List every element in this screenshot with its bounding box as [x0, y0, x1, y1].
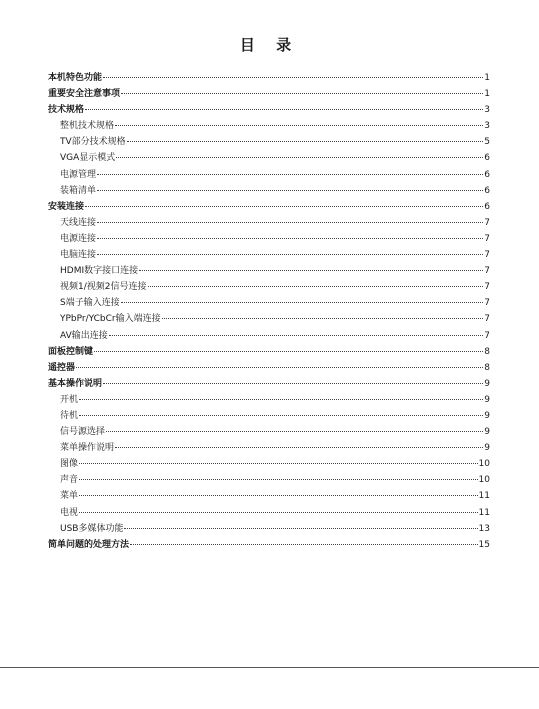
toc-page-number: 11 [478, 491, 490, 502]
toc-subsection-entry [48, 424, 490, 440]
toc-entry-label: 重要安全注意事项 [48, 89, 121, 100]
footer-rule [0, 667, 539, 668]
toc-entry-label: AV输出连接 [60, 330, 108, 341]
toc-page-number: 7 [484, 298, 490, 309]
toc-subsection-entry [48, 183, 490, 199]
toc-section-entry [48, 199, 490, 215]
toc-dot-leader [76, 367, 483, 368]
toc-dot-leader [109, 335, 484, 336]
toc-subsection-entry [48, 328, 490, 344]
toc-dot-leader [103, 77, 483, 78]
toc-dot-leader [97, 174, 483, 175]
toc-page-number: 5 [484, 137, 490, 148]
toc-subsection-entry [48, 263, 490, 279]
toc-dot-leader [97, 254, 483, 255]
toc-dot-leader [121, 93, 483, 94]
toc-dot-leader [121, 302, 484, 303]
toc-page-number: 1 [484, 73, 490, 83]
toc-entry-label: 技术规格 [48, 105, 85, 116]
toc-dot-leader [127, 141, 484, 142]
toc-entry-label: 电脑连接 [60, 250, 97, 261]
toc-entry-label: 本机特色功能 [48, 73, 103, 83]
toc-page-number: 3 [484, 121, 490, 132]
toc-page-number: 7 [484, 330, 490, 341]
toc-entry-label: 天线连接 [60, 217, 97, 228]
toc-page-number: 7 [484, 314, 490, 325]
toc-dot-leader [97, 222, 483, 223]
toc-section-entry [48, 86, 490, 102]
toc-section-entry [48, 70, 490, 86]
toc-page-number: 9 [484, 394, 490, 405]
toc-entry-label: 装箱清单 [60, 185, 97, 196]
toc-page-number: 13 [478, 523, 490, 534]
toc-dot-leader [116, 157, 483, 158]
toc-entry-label: 简单问题的处理方法 [48, 539, 130, 550]
toc-entry-label: HDMI数字接口连接 [60, 266, 139, 277]
toc-entry-label: 遥控器 [48, 362, 76, 373]
toc-dot-leader [115, 125, 483, 126]
toc-subsection-entry [48, 279, 490, 295]
toc-entry-label: YPbPr/YCbCr输入端连接 [60, 314, 161, 325]
toc-page-number: 9 [484, 443, 490, 454]
toc-subsection-entry [48, 505, 490, 521]
toc-dot-leader [79, 479, 478, 480]
toc-section-entry [48, 360, 490, 376]
toc-subsection-entry [48, 521, 490, 537]
toc-dot-leader [79, 512, 478, 513]
toc-entry-label: 面板控制键 [48, 346, 94, 357]
toc-page-number: 1 [484, 89, 490, 100]
toc-entry-label: 信号源选择 [60, 427, 106, 438]
toc-entry-label: 整机技术规格 [60, 121, 115, 132]
toc-entry-label: 视频1/视频2信号连接 [60, 282, 147, 293]
toc-entry-label: S端子输入连接 [60, 298, 120, 309]
toc-page-number: 7 [484, 282, 490, 293]
toc-section-entry [48, 102, 490, 118]
toc-entry-label: 基本操作说明 [48, 378, 103, 389]
toc-page-number: 15 [478, 539, 490, 550]
toc-page-number: 8 [484, 362, 490, 373]
toc-dot-leader [162, 318, 484, 319]
toc-entry-label: TV部分技术规格 [60, 137, 126, 148]
toc-dot-leader [148, 286, 484, 287]
toc-page-number: 10 [478, 475, 490, 486]
toc-subsection-entry [48, 456, 490, 472]
toc-page-number: 8 [484, 346, 490, 357]
toc-dot-leader [130, 544, 478, 545]
toc-dot-leader [79, 463, 478, 464]
toc-dot-leader [124, 528, 477, 529]
page-title: 目 录 [239, 36, 300, 54]
toc-section-entry [48, 344, 490, 360]
toc-subsection-entry [48, 311, 490, 327]
toc-entry-label: 菜单 [60, 491, 79, 502]
toc-dot-leader [79, 415, 483, 416]
toc-entry-label: VGA显示模式 [60, 153, 116, 164]
toc-page-number: 9 [484, 378, 490, 389]
toc-section-entry [48, 537, 490, 553]
toc-dot-leader [94, 351, 483, 352]
table-of-contents [48, 70, 490, 553]
toc-subsection-entry [48, 392, 490, 408]
toc-subsection-entry [48, 150, 490, 166]
toc-subsection-entry [48, 472, 490, 488]
toc-subsection-entry [48, 231, 490, 247]
toc-dot-leader [106, 431, 483, 432]
toc-page-number: 3 [484, 105, 490, 116]
toc-subsection-entry [48, 247, 490, 263]
toc-subsection-entry [48, 118, 490, 134]
toc-dot-leader [139, 270, 483, 271]
toc-page-number: 10 [478, 459, 490, 470]
toc-page-number: 6 [484, 185, 490, 196]
toc-dot-leader [97, 190, 483, 191]
toc-subsection-entry [48, 408, 490, 424]
toc-page-number: 6 [484, 169, 490, 180]
toc-page-number: 6 [484, 153, 490, 164]
toc-page-number: 9 [484, 427, 490, 438]
toc-entry-label: 电视 [60, 507, 79, 518]
toc-dot-leader [79, 495, 478, 496]
toc-subsection-entry [48, 167, 490, 183]
toc-entry-label: 电源连接 [60, 233, 97, 244]
toc-entry-label: USB多媒体功能 [60, 523, 124, 534]
toc-page-number: 9 [484, 410, 490, 421]
toc-dot-leader [103, 383, 483, 384]
toc-subsection-entry [48, 488, 490, 504]
toc-subsection-entry [48, 215, 490, 231]
toc-page-number: 7 [484, 266, 490, 277]
toc-entry-label: 开机 [60, 394, 79, 405]
toc-dot-leader [115, 447, 483, 448]
toc-page-number: 7 [484, 217, 490, 228]
toc-dot-leader [85, 206, 483, 207]
toc-entry-label: 图像 [60, 459, 79, 470]
toc-entry-label: 安装连接 [48, 201, 85, 212]
toc-dot-leader [85, 109, 483, 110]
toc-subsection-entry [48, 295, 490, 311]
toc-entry-label: 声音 [60, 475, 79, 486]
toc-entry-label: 电源管理 [60, 169, 97, 180]
toc-subsection-entry [48, 134, 490, 150]
toc-page-number: 6 [484, 201, 490, 212]
toc-entry-label: 待机 [60, 410, 79, 421]
toc-page-number: 11 [478, 507, 490, 518]
toc-subsection-entry [48, 440, 490, 456]
toc-section-entry [48, 376, 490, 392]
toc-page-number: 7 [484, 233, 490, 244]
toc-page-number: 7 [484, 250, 490, 261]
toc-dot-leader [97, 238, 483, 239]
toc-dot-leader [79, 399, 483, 400]
toc-entry-label: 菜单操作说明 [60, 443, 115, 454]
